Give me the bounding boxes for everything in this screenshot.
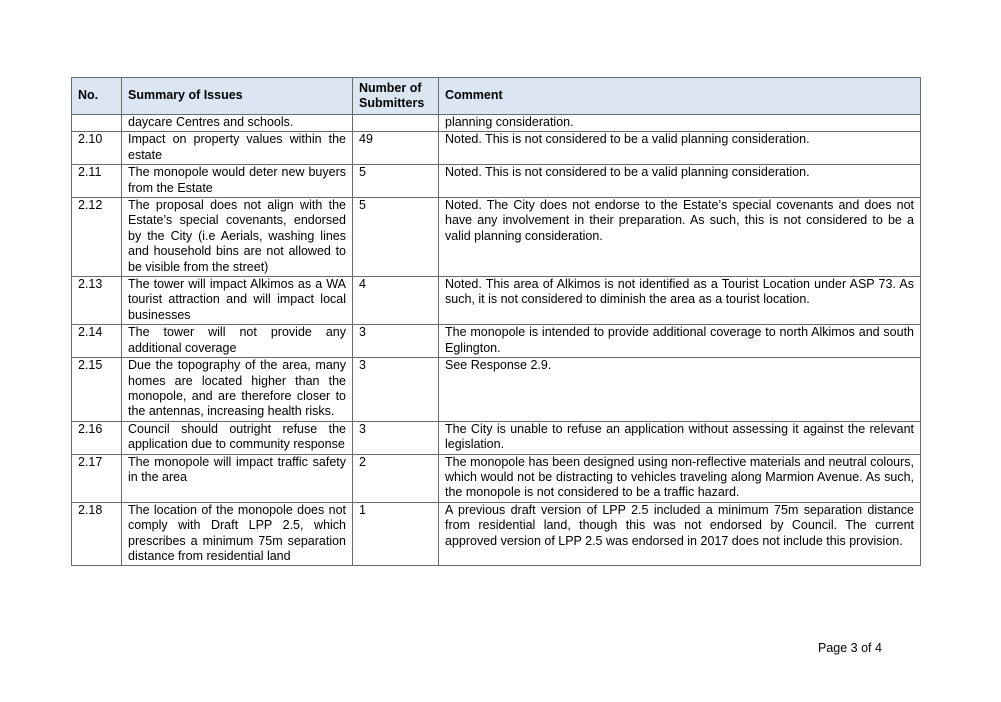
cell-no: 2.12 bbox=[72, 198, 122, 277]
cell-comment: The City is unable to refuse an application without assessing it against the relevant legislation. bbox=[439, 421, 921, 454]
cell-comment: Noted. This is not considered to be a valid planning consideration. bbox=[439, 132, 921, 165]
header-submitters-line1: Number of bbox=[359, 81, 422, 95]
issues-table bbox=[71, 77, 921, 566]
cell-summary: The monopole will impact traffic safety in the area bbox=[122, 454, 353, 502]
cell-summary: The proposal does not align with the Estate’s special covenants, endorsed by the City (i.e Aerials, washing lines and household bins are not allowed to be visible from the street) bbox=[122, 198, 353, 277]
cell-submitters: 5 bbox=[353, 198, 439, 277]
table-row bbox=[72, 165, 921, 198]
cell-comment: See Response 2.9. bbox=[439, 358, 921, 422]
cell-summary: Due the topography of the area, many homes are located higher than the monopole, and are therefore closer to the antennas, increasing health risks. bbox=[122, 358, 353, 422]
cell-summary: The location of the monopole does not comply with Draft LPP 2.5, which prescribes a minimum 75m separation distance from residential land bbox=[122, 502, 353, 566]
cell-submitters: 5 bbox=[353, 165, 439, 198]
cell-comment: Noted. The City does not endorse to the Estate’s special covenants and does not have any involvement in their preparation. As such, this is not considered to be a valid planning consideration. bbox=[439, 198, 921, 277]
cell-no: 2.11 bbox=[72, 165, 122, 198]
continuation-row bbox=[72, 115, 921, 132]
cell-summary: The tower will impact Alkimos as a WA tourist attraction and will impact local businesses bbox=[122, 277, 353, 325]
page-number: Page 3 of 4 bbox=[818, 641, 882, 655]
cell-summary: daycare Centres and schools. bbox=[122, 115, 353, 132]
cell-comment: A previous draft version of LPP 2.5 included a minimum 75m separation distance from residential land, though this was not endorsed by Council. The current approved version of LPP 2.5 was endorsed in 2017 does not include this provision. bbox=[439, 502, 921, 566]
cell-submitters: 3 bbox=[353, 358, 439, 422]
cell-comment: The monopole has been designed using non-reflective materials and neutral colours, which would not be distracting to vehicles traveling along Marmion Avenue. As such, the monopole is not considered to be a traffic hazard. bbox=[439, 454, 921, 502]
cell-no: 2.17 bbox=[72, 454, 122, 502]
cell-summary: The tower will not provide any additional coverage bbox=[122, 325, 353, 358]
cell-submitters: 49 bbox=[353, 132, 439, 165]
table-row bbox=[72, 198, 921, 277]
cell-comment: Noted. This area of Alkimos is not identified as a Tourist Location under ASP 73. As such, it is not considered to diminish the area as a tourist location. bbox=[439, 277, 921, 325]
cell-submitters: 4 bbox=[353, 277, 439, 325]
table-row bbox=[72, 454, 921, 502]
header-submitters bbox=[353, 78, 439, 115]
cell-no: 2.10 bbox=[72, 132, 122, 165]
cell-submitters: 2 bbox=[353, 454, 439, 502]
cell-no: 2.13 bbox=[72, 277, 122, 325]
table-row bbox=[72, 421, 921, 454]
cell-submitters: 1 bbox=[353, 502, 439, 566]
table-row bbox=[72, 358, 921, 422]
table-row bbox=[72, 325, 921, 358]
cell-comment: The monopole is intended to provide additional coverage to north Alkimos and south Eglington. bbox=[439, 325, 921, 358]
table-row bbox=[72, 502, 921, 566]
cell-no: 2.14 bbox=[72, 325, 122, 358]
header-submitters-line2: Submitters bbox=[359, 96, 425, 110]
cell-comment: Noted. This is not considered to be a valid planning consideration. bbox=[439, 165, 921, 198]
cell-submitters: 3 bbox=[353, 421, 439, 454]
cell-submitters: 3 bbox=[353, 325, 439, 358]
cell-no bbox=[72, 115, 122, 132]
cell-comment: planning consideration. bbox=[439, 115, 921, 132]
header-summary: Summary of Issues bbox=[122, 78, 353, 115]
cell-submitters bbox=[353, 115, 439, 132]
cell-summary: The monopole would deter new buyers from the Estate bbox=[122, 165, 353, 198]
cell-summary: Impact on property values within the estate bbox=[122, 132, 353, 165]
header-no: No. bbox=[72, 78, 122, 115]
table-header-row bbox=[72, 78, 921, 115]
cell-no: 2.18 bbox=[72, 502, 122, 566]
cell-summary: Council should outright refuse the application due to community response bbox=[122, 421, 353, 454]
cell-no: 2.16 bbox=[72, 421, 122, 454]
table-row bbox=[72, 132, 921, 165]
header-comment: Comment bbox=[439, 78, 921, 115]
cell-no: 2.15 bbox=[72, 358, 122, 422]
table-row bbox=[72, 277, 921, 325]
